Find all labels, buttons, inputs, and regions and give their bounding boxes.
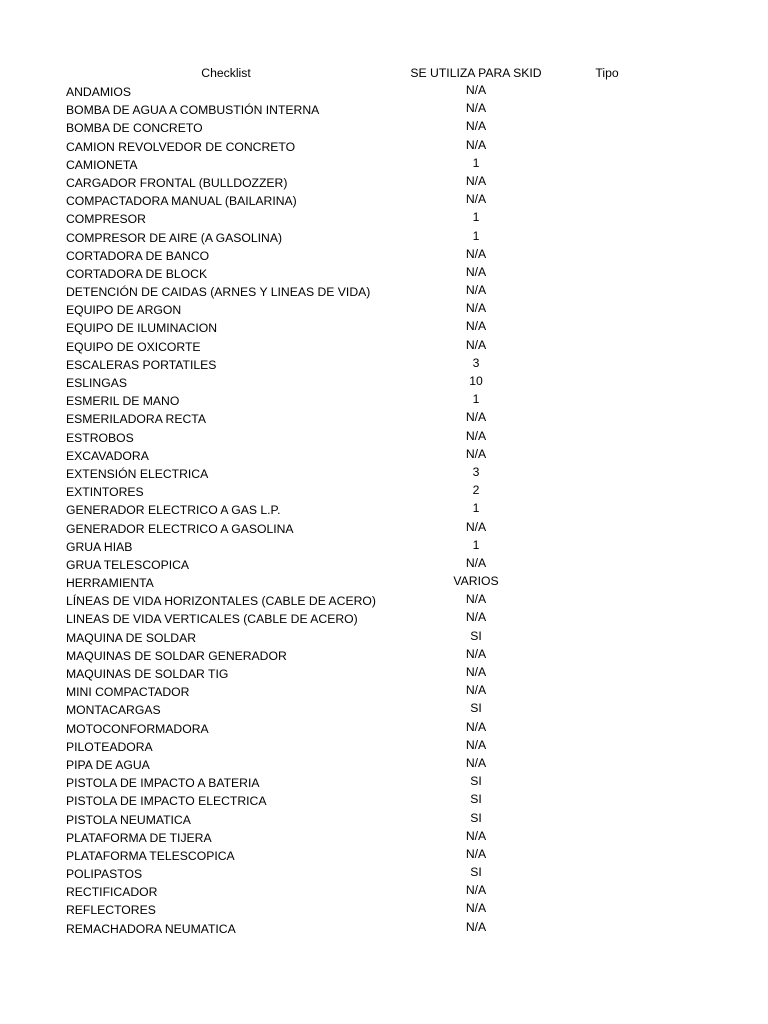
- skid-value: 1: [472, 228, 480, 243]
- skid-value: SI: [470, 628, 482, 643]
- skid-value: SI: [470, 774, 482, 789]
- table-row: [0, 556, 768, 574]
- equipment-name: COMPRESOR: [66, 212, 146, 227]
- header-checklist: Checklist: [201, 66, 251, 80]
- table-row: [0, 192, 768, 210]
- equipment-name: PLATAFORMA TELESCOPICA: [66, 848, 235, 863]
- table-row: [0, 920, 768, 938]
- table-row: [0, 574, 768, 592]
- skid-value: N/A: [465, 410, 487, 425]
- equipment-name: REMACHADORA NEUMATICA: [66, 921, 236, 936]
- table-row: [0, 829, 768, 847]
- table-row: [0, 247, 768, 265]
- equipment-name: HERRAMIENTA: [66, 576, 154, 591]
- skid-value: N/A: [465, 283, 487, 298]
- table-row: [0, 792, 768, 810]
- skid-value: N/A: [465, 428, 487, 443]
- skid-value: N/A: [465, 646, 487, 661]
- table-row: [0, 647, 768, 665]
- skid-value: N/A: [465, 846, 487, 861]
- skid-value: N/A: [465, 319, 487, 334]
- equipment-name: PIPA DE AGUA: [66, 757, 150, 772]
- table-row: [0, 501, 768, 519]
- table-row: [0, 338, 768, 356]
- skid-value: 1: [472, 537, 480, 552]
- equipment-name: DETENCIÓN DE CAIDAS (ARNES Y LINEAS DE VIDA): [66, 285, 371, 300]
- table-row: [0, 592, 768, 610]
- skid-value: 3: [472, 355, 480, 370]
- equipment-name: MINI COMPACTADOR: [66, 685, 190, 700]
- checklist-rows: [0, 83, 768, 938]
- skid-value: SI: [470, 792, 482, 807]
- table-row: [0, 901, 768, 919]
- equipment-name: ESMERIL DE MANO: [66, 394, 180, 409]
- equipment-name: CORTADORA DE BANCO: [66, 248, 210, 263]
- skid-value: N/A: [465, 446, 487, 461]
- table-row: [0, 665, 768, 683]
- skid-value: N/A: [465, 737, 487, 752]
- table-row: [0, 538, 768, 556]
- skid-value: N/A: [465, 901, 487, 916]
- skid-value: 1: [472, 155, 480, 170]
- table-row: [0, 610, 768, 628]
- equipment-name: EXCAVADORA: [66, 448, 149, 463]
- equipment-name: ESTROBOS: [66, 430, 134, 445]
- table-row: [0, 210, 768, 228]
- equipment-name: CARGADOR FRONTAL (BULLDOZZER): [66, 175, 288, 190]
- table-row: [0, 374, 768, 392]
- skid-value: N/A: [465, 828, 487, 843]
- checklist-sheet: [0, 64, 768, 936]
- skid-value: N/A: [465, 264, 487, 279]
- table-row: [0, 138, 768, 156]
- table-row: [0, 410, 768, 428]
- equipment-name: PLATAFORMA DE TIJERA: [66, 830, 212, 845]
- equipment-name: CORTADORA DE BLOCK: [66, 266, 208, 281]
- table-row: [0, 174, 768, 192]
- equipment-name: PILOTEADORA: [66, 739, 153, 754]
- table-row: [0, 701, 768, 719]
- equipment-name: EQUIPO DE ARGON: [66, 303, 182, 318]
- equipment-name: RECTIFICADOR: [66, 885, 158, 900]
- skid-value: N/A: [465, 101, 487, 116]
- equipment-name: CAMION REVOLVEDOR DE CONCRETO: [66, 139, 296, 154]
- equipment-name: MAQUINAS DE SOLDAR GENERADOR: [66, 648, 287, 663]
- equipment-name: EXTENSIÓN ELECTRICA: [66, 466, 209, 481]
- equipment-name: MAQUINA DE SOLDAR: [66, 630, 197, 645]
- skid-value: SI: [470, 810, 482, 825]
- skid-value: 1: [472, 210, 480, 225]
- table-row: [0, 465, 768, 483]
- skid-value: N/A: [465, 683, 487, 698]
- equipment-name: ESMERILADORA RECTA: [66, 412, 206, 427]
- equipment-name: MONTACARGAS: [66, 703, 161, 718]
- table-row: [0, 119, 768, 137]
- skid-value: N/A: [465, 192, 487, 207]
- skid-value: N/A: [465, 173, 487, 188]
- equipment-name: EXTINTORES: [66, 485, 144, 500]
- skid-value: N/A: [465, 883, 487, 898]
- table-row: [0, 265, 768, 283]
- table-row: [0, 520, 768, 538]
- table-row: [0, 483, 768, 501]
- equipment-name: COMPRESOR DE AIRE (A GASOLINA): [66, 230, 283, 245]
- table-row: [0, 774, 768, 792]
- table-row: [0, 811, 768, 829]
- skid-value: N/A: [465, 137, 487, 152]
- table-row: [0, 883, 768, 901]
- skid-value: N/A: [465, 301, 487, 316]
- table-row: [0, 229, 768, 247]
- table-row: [0, 683, 768, 701]
- skid-value: N/A: [465, 519, 487, 534]
- skid-value: VARIOS: [453, 574, 499, 589]
- equipment-name: PISTOLA DE IMPACTO A BATERIA: [66, 776, 260, 791]
- table-row: [0, 429, 768, 447]
- equipment-name: EQUIPO DE OXICORTE: [66, 339, 201, 354]
- table-row: [0, 101, 768, 119]
- skid-value: N/A: [465, 83, 487, 97]
- equipment-name: BOMBA DE CONCRETO: [66, 121, 203, 136]
- table-row: [0, 738, 768, 756]
- skid-value: N/A: [465, 555, 487, 570]
- equipment-name: POLIPASTOS: [66, 867, 143, 882]
- header-skid: SE UTILIZA PARA SKID: [410, 66, 542, 80]
- equipment-name: LÍNEAS DE VIDA HORIZONTALES (CABLE DE ACERO): [66, 594, 376, 609]
- equipment-name: ESLINGAS: [66, 376, 127, 390]
- equipment-name: BOMBA DE AGUA A COMBUSTIÓN INTERNA: [66, 103, 320, 118]
- equipment-name: GRUA HIAB: [66, 539, 133, 554]
- skid-value: 10: [469, 374, 483, 388]
- skid-value: N/A: [465, 592, 487, 607]
- skid-value: 1: [472, 501, 480, 516]
- skid-value: N/A: [465, 665, 487, 679]
- table-row: [0, 301, 768, 319]
- table-row: [0, 720, 768, 738]
- skid-value: 1: [472, 392, 480, 407]
- equipment-name: ESCALERAS PORTATILES: [66, 357, 217, 372]
- table-row: [0, 156, 768, 174]
- table-row: [0, 83, 768, 101]
- table-row: [0, 447, 768, 465]
- table-row: [0, 756, 768, 774]
- equipment-name: LINEAS DE VIDA VERTICALES (CABLE DE ACERO): [66, 612, 358, 627]
- skid-value: N/A: [465, 919, 487, 934]
- table-row: [0, 319, 768, 337]
- table-row: [0, 356, 768, 374]
- equipment-name: REFLECTORES: [66, 903, 156, 918]
- skid-value: N/A: [465, 119, 487, 134]
- header-row: [0, 64, 768, 83]
- skid-value: N/A: [465, 610, 487, 625]
- table-row: [0, 629, 768, 647]
- equipment-name: GRUA TELESCOPICA: [66, 557, 190, 572]
- table-row: [0, 283, 768, 301]
- table-row: [0, 865, 768, 883]
- skid-value: SI: [470, 865, 482, 880]
- equipment-name: EQUIPO DE ILUMINACION: [66, 321, 218, 336]
- skid-value: N/A: [465, 755, 487, 770]
- table-row: [0, 392, 768, 410]
- equipment-name: MAQUINAS DE SOLDAR TIG: [66, 667, 229, 681]
- equipment-name: COMPACTADORA MANUAL (BAILARINA): [66, 194, 297, 209]
- equipment-name: ANDAMIOS: [66, 85, 132, 99]
- header-tipo: Tipo: [595, 66, 619, 80]
- skid-value: N/A: [465, 337, 487, 352]
- equipment-name: PISTOLA NEUMATICA: [66, 812, 191, 827]
- table-row: [0, 847, 768, 865]
- equipment-name: CAMIONETA: [66, 157, 138, 172]
- equipment-name: PISTOLA DE IMPACTO ELECTRICA: [66, 794, 267, 809]
- equipment-name: MOTOCONFORMADORA: [66, 721, 209, 736]
- skid-value: 2: [472, 483, 480, 498]
- skid-value: SI: [470, 701, 482, 716]
- skid-value: N/A: [465, 719, 487, 734]
- skid-value: 3: [472, 464, 480, 479]
- skid-value: N/A: [465, 246, 487, 261]
- equipment-name: GENERADOR ELECTRICO A GAS L.P.: [66, 503, 281, 518]
- equipment-name: GENERADOR ELECTRICO A GASOLINA: [66, 521, 294, 536]
